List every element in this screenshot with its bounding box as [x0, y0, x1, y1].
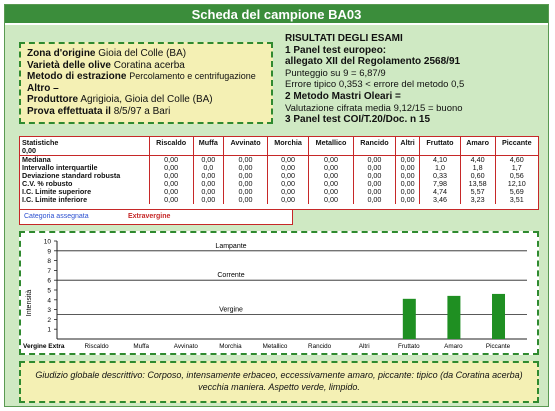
x-tick-label: Metallico [262, 343, 288, 350]
y-tick-label: 5 [47, 287, 51, 295]
table-cell: 0,00 [309, 188, 354, 196]
table-cell: 0,00 [224, 172, 268, 180]
table-cell: 0,00 [395, 196, 419, 204]
table-cell: 0,00 [193, 172, 223, 180]
table-cell: 0,00 [268, 156, 309, 165]
table-cell: 0,00 [309, 180, 354, 188]
band-label: Vergine [219, 306, 243, 314]
stats-col-fruttato: Fruttato [420, 137, 460, 156]
table-cell: 0,00 [395, 180, 419, 188]
table-cell: 0,00 [224, 180, 268, 188]
category-row [19, 210, 293, 225]
table-cell: 5,69 [509, 187, 524, 196]
table-cell: 0,00 [149, 164, 193, 172]
table-cell: 0,00 [268, 172, 309, 180]
stats-col-morchia: Morchia [268, 137, 309, 156]
results-line-3: Punteggio su 9 = 6,87/9 [285, 67, 386, 79]
table-cell: 0,00 [353, 156, 395, 165]
table-cell: 0,00 [193, 188, 223, 196]
info-variety: Varietà delle olive Coratina acerba [27, 59, 185, 71]
stats-col-rancido: Rancido [353, 137, 395, 156]
table-cell: 0,00 [353, 180, 395, 188]
table-cell: 4,10 [420, 156, 460, 165]
table-cell: 0,00 [193, 196, 223, 204]
sample-card [4, 4, 549, 407]
stats-col-metallico: Metallico [309, 137, 354, 156]
table-cell: 0,00 [395, 172, 419, 180]
card-title: Scheda del campione BA03 [5, 5, 548, 25]
results-line-1: 1 Panel test europeo: [285, 44, 387, 56]
table-cell: 0,00 [353, 164, 395, 172]
info-producer: Produttore Agrigioia, Gioia del Colle (BA) [27, 94, 213, 106]
table-cell: 0,60 [460, 172, 495, 180]
results-line-7: 3 Panel test COI/T.20/Doc. n 15 [285, 114, 431, 126]
results-line-2: allegato XII del Regolamento 2568/91 [285, 56, 461, 68]
y-tick-label: 8 [47, 258, 51, 266]
table-cell: 1,8 [460, 164, 495, 172]
info-origin: Zona d'origine Gioia del Colle (BA) [27, 48, 187, 59]
table-cell: 0,00 [309, 172, 354, 180]
table-cell: 12,10 [507, 179, 526, 188]
table-cell: 7,98 [420, 180, 460, 188]
table-row [20, 188, 538, 196]
table-cell: 0,00 [224, 164, 268, 172]
table-cell: 0,00 [309, 164, 354, 172]
table-cell: 0,00 [395, 164, 419, 172]
bar-piccante [492, 294, 505, 339]
y-tick-label: 10 [43, 238, 51, 246]
table-cell: 0,00 [193, 180, 223, 188]
table-cell: 0,00 [268, 164, 309, 172]
info-test-date: Prova effettuata il 8/5/97 a Bari [27, 105, 171, 117]
row-label: I.C. Limite superiore [20, 188, 149, 196]
table-cell: 0,00 [268, 196, 309, 204]
chart-svg [21, 233, 537, 353]
y-tick-label: 9 [47, 248, 51, 256]
table-row [20, 156, 538, 165]
description-text: Giudizio globale descrittivo: Corposo, intensamente erbaceo, eccessivamente amaro, piccante: tipico (da Coratina acerba) vecchia maniera. Aspetto verde, limpido. [35, 370, 523, 392]
y-tick-label: 4 [47, 297, 51, 305]
y-tick-label: 2 [47, 316, 51, 324]
x-tick-label: Muffa [133, 343, 150, 350]
results-heading: RISULTATI DEGLI ESAMI [285, 33, 403, 44]
band-label: Lampante [215, 242, 247, 250]
stats-col-amaro: Amaro [460, 137, 495, 156]
table-cell: 0,00 [353, 196, 395, 204]
info-other: Altro – [27, 82, 59, 94]
table-cell: 0,00 [149, 156, 193, 165]
description-box [19, 361, 539, 403]
x-tick-label: Avvinato [173, 343, 198, 350]
results-block [285, 33, 540, 133]
y-tick-label: 6 [47, 277, 51, 285]
y-tick-label: 1 [47, 326, 51, 334]
x-tick-label: Amaro [444, 343, 463, 350]
table-cell: 0,00 [309, 196, 354, 204]
stats-body [20, 156, 538, 205]
table-cell: 4,40 [460, 156, 495, 165]
row-label: Deviazione standard robusta [20, 172, 149, 180]
table-row [20, 196, 538, 204]
intensity-chart [19, 231, 539, 355]
table-row [20, 172, 538, 180]
x-tick-label: Fruttato [397, 343, 420, 350]
y-axis-label: Intensità [26, 289, 33, 317]
stats-col-altri: Altri [395, 137, 419, 156]
bar-fruttato [403, 299, 416, 339]
category-value: Extravergine [128, 213, 171, 220]
stats-col-piccante: Piccante [495, 137, 538, 156]
stats-col-avvinato: Avvinato [224, 137, 268, 156]
table-cell: 3,46 [420, 196, 460, 204]
sample-info-box [19, 42, 273, 124]
x-tick-label: Riscaldo [84, 343, 109, 350]
table-cell: 3,23 [460, 196, 495, 204]
table-cell: 0,00 [224, 196, 268, 204]
table-cell: 0,00 [149, 180, 193, 188]
table-cell: 0,00 [353, 172, 395, 180]
table-cell: 0,00 [193, 156, 223, 165]
table-cell: 0,00 [149, 196, 193, 204]
row-label: I.C. Limite inferiore [20, 196, 149, 204]
table-cell: 0,56 [509, 171, 524, 180]
table-cell: 0,00 [268, 180, 309, 188]
row-label: C.V. % robusto [20, 180, 149, 188]
table-cell: 4,74 [420, 188, 460, 196]
table-cell: 0,33 [420, 172, 460, 180]
table-cell: 0,00 [224, 188, 268, 196]
results-line-5: 2 Metodo Mastri Oleari = [285, 90, 401, 102]
baseline-category-label: Vergine Extra [23, 343, 65, 350]
stats-col-riscaldo: Riscaldo [149, 137, 193, 156]
x-tick-label: Piccante [485, 343, 511, 350]
results-line-4: Errore tipico 0,353 < errore del metodo 0,5 [285, 79, 465, 91]
results-line-6: Valutazione cifrata media 9,12/15 = buono [285, 102, 463, 114]
x-tick-label: Rancido [308, 343, 332, 350]
category-label: Categoria assegnata [24, 213, 89, 220]
bar-amaro [447, 296, 460, 339]
table-cell: 0,00 [149, 188, 193, 196]
x-tick-label: Morchia [219, 343, 242, 350]
info-method: Metodo di estrazione Percolamento e centrifugazione [27, 71, 256, 83]
table-cell: 13,58 [460, 180, 495, 188]
band-label: Corrente [217, 272, 245, 280]
table-cell: 0,00 [395, 188, 419, 196]
stats-table [19, 136, 539, 210]
stats-header-label: Statistiche 0,00 [20, 137, 149, 156]
table-cell: 0,00 [268, 188, 309, 196]
table-cell: 5,57 [460, 188, 495, 196]
table-cell: 0,00 [309, 156, 354, 165]
table-cell: 4,60 [509, 155, 524, 164]
row-label: Intervallo interquartile [20, 164, 149, 172]
stats-col-muffa: Muffa [193, 137, 223, 156]
x-tick-label: Altri [358, 343, 370, 350]
table-cell: 0,00 [353, 188, 395, 196]
y-tick-label: 3 [47, 307, 51, 315]
table-row [20, 180, 538, 188]
row-label: Mediana [20, 156, 149, 165]
y-tick-label: 7 [47, 267, 51, 275]
table-cell: 0,0 [193, 164, 223, 172]
stats-header-row [20, 137, 538, 156]
table-cell: 0,00 [395, 156, 419, 165]
table-cell: 3,51 [509, 195, 524, 204]
table-cell: 0,00 [149, 172, 193, 180]
table-cell: 1,7 [511, 163, 522, 172]
table-cell: 0,00 [224, 156, 268, 165]
table-cell: 1,0 [420, 164, 460, 172]
